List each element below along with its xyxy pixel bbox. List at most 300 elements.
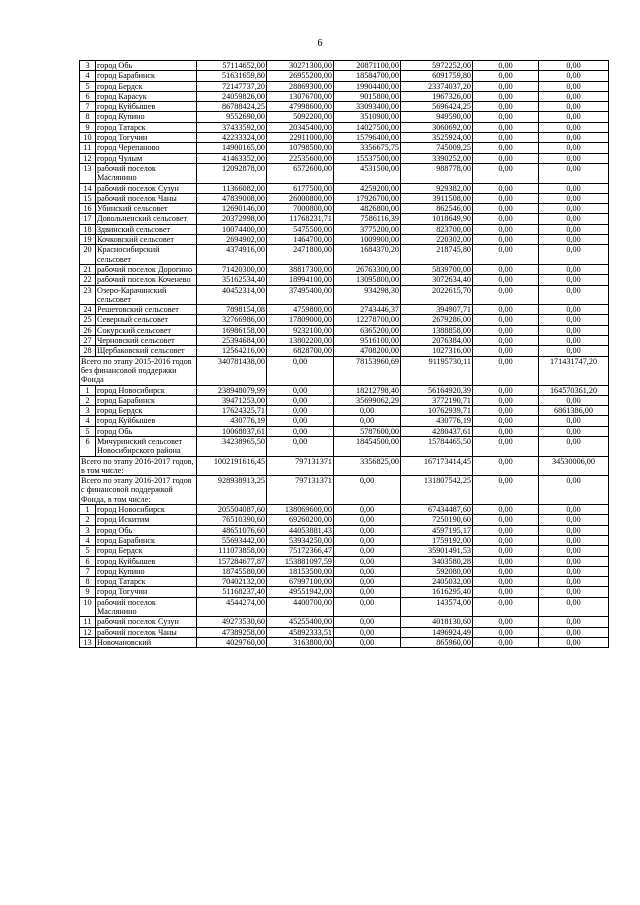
municipality-name-cell: город Тогучин xyxy=(96,133,197,143)
value-cell-col-3: 3510900,00 xyxy=(334,112,401,122)
value-cell-col-6: 0,00 xyxy=(539,436,609,456)
row-number-cell: 10 xyxy=(80,133,96,143)
table-row xyxy=(80,163,609,183)
value-cell-col-5: 0,00 xyxy=(473,505,539,515)
municipality-name-cell: город Обь xyxy=(96,426,197,436)
row-number-cell: 3 xyxy=(80,61,96,71)
value-cell-col-4: 143574,00 xyxy=(401,597,473,617)
value-cell-col-6: 0,00 xyxy=(539,597,609,617)
table-row xyxy=(80,406,609,416)
value-cell-col-2: 28869300,00 xyxy=(267,81,334,91)
value-cell-col-1: 157284677,87 xyxy=(197,556,267,566)
municipality-name-cell: город Татарск xyxy=(96,122,197,132)
value-cell-col-2: 49551942,00 xyxy=(267,587,334,597)
row-number-cell: 16 xyxy=(80,204,96,214)
value-cell-col-3: 15796400,00 xyxy=(334,133,401,143)
value-cell-col-6: 0,00 xyxy=(539,315,609,325)
value-cell-col-4: 3072634,40 xyxy=(401,275,473,285)
value-cell-col-2: 0,00 xyxy=(267,436,334,456)
value-cell-col-2: 30271300,00 xyxy=(267,61,334,71)
municipality-name-cell: Всего по этапу 2016-2017 годов, в том числе: xyxy=(80,456,197,476)
row-number-cell: 14 xyxy=(80,183,96,193)
row-number-cell: 10 xyxy=(80,597,96,617)
value-cell-col-1: 10074400,00 xyxy=(197,224,267,234)
value-cell-col-3: 33093400,00 xyxy=(334,102,401,112)
table-row xyxy=(80,153,609,163)
value-cell-col-4: 2076384,00 xyxy=(401,336,473,346)
value-cell-col-2: 0,00 xyxy=(267,416,334,426)
municipality-name-cell: город Тогучин xyxy=(96,587,197,597)
value-cell-col-4: 1616295,40 xyxy=(401,587,473,597)
value-cell-col-5: 0,00 xyxy=(473,275,539,285)
municipality-name-cell: город Новосибирск xyxy=(96,385,197,395)
table-row xyxy=(80,426,609,436)
value-cell-col-3: 17926700,00 xyxy=(334,193,401,203)
table-row xyxy=(80,143,609,153)
table-row xyxy=(80,336,609,346)
table-row xyxy=(80,214,609,224)
table-row xyxy=(80,556,609,566)
table-row xyxy=(80,81,609,91)
value-cell-col-3: 4708200,00 xyxy=(334,346,401,356)
value-cell-col-6: 0,00 xyxy=(539,285,609,305)
value-cell-col-1: 34238965,50 xyxy=(197,436,267,456)
value-cell-col-1: 48651076,60 xyxy=(197,525,267,535)
municipality-name-cell: Сокурский сельсовет xyxy=(96,325,197,335)
value-cell-col-5: 0,00 xyxy=(473,204,539,214)
value-cell-col-6: 0,00 xyxy=(539,637,609,647)
row-number-cell: 21 xyxy=(80,264,96,274)
value-cell-col-4: 7250190,60 xyxy=(401,515,473,525)
municipality-name-cell: рабочий поселок Сузун xyxy=(96,617,197,627)
value-cell-col-6: 0,00 xyxy=(539,535,609,545)
value-cell-col-5: 0,00 xyxy=(473,637,539,647)
value-cell-col-1: 86788424,25 xyxy=(197,102,267,112)
municipality-name-cell: Довольненский сельсовет xyxy=(96,214,197,224)
table-row xyxy=(80,577,609,587)
value-cell-col-3: 5787600,00 xyxy=(334,426,401,436)
row-number-cell: 8 xyxy=(80,112,96,122)
value-cell-col-1: 4544274,00 xyxy=(197,597,267,617)
value-cell-col-6: 0,00 xyxy=(539,163,609,183)
value-cell-col-4: 220302,00 xyxy=(401,235,473,245)
row-number-cell: 19 xyxy=(80,235,96,245)
value-cell-col-1: 24059826,00 xyxy=(197,91,267,101)
table-row xyxy=(80,505,609,515)
value-cell-col-3: 0,00 xyxy=(334,566,401,576)
value-cell-col-2: 18153500,00 xyxy=(267,566,334,576)
row-number-cell: 5 xyxy=(80,81,96,91)
value-cell-col-3: 3356675,75 xyxy=(334,143,401,153)
value-cell-col-5: 0,00 xyxy=(473,305,539,315)
value-cell-col-6: 0,00 xyxy=(539,566,609,576)
row-number-cell: 7 xyxy=(80,102,96,112)
value-cell-col-4: 56164920,39 xyxy=(401,385,473,395)
value-cell-col-3: 19904400,00 xyxy=(334,81,401,91)
value-cell-col-5: 0,00 xyxy=(473,91,539,101)
value-cell-col-6: 0,00 xyxy=(539,224,609,234)
municipality-name-cell: Мичуринский сельсовет Новосибирского района xyxy=(96,436,197,456)
row-number-cell: 4 xyxy=(80,416,96,426)
value-cell-col-1: 41463352,00 xyxy=(197,153,267,163)
value-cell-col-5: 0,00 xyxy=(473,395,539,405)
value-cell-col-4: 2679286,00 xyxy=(401,315,473,325)
row-number-cell: 6 xyxy=(80,436,96,456)
value-cell-col-1: 20372998,00 xyxy=(197,214,267,224)
municipality-name-cell: город Барабинск xyxy=(96,71,197,81)
table-row xyxy=(80,346,609,356)
municipality-name-cell: город Бердск xyxy=(96,546,197,556)
value-cell-col-6: 0,00 xyxy=(539,61,609,71)
value-cell-col-3: 7586116,39 xyxy=(334,214,401,224)
row-number-cell: 13 xyxy=(80,163,96,183)
value-cell-col-6: 0,00 xyxy=(539,112,609,122)
value-cell-col-3: 0,00 xyxy=(334,525,401,535)
value-cell-col-2: 0,00 xyxy=(267,356,334,385)
value-cell-col-3: 18454500,00 xyxy=(334,436,401,456)
value-cell-col-3: 934298,30 xyxy=(334,285,401,305)
value-cell-col-6: 0,00 xyxy=(539,193,609,203)
value-cell-col-5: 0,00 xyxy=(473,112,539,122)
table-row xyxy=(80,587,609,597)
value-cell-col-3: 1009900,00 xyxy=(334,235,401,245)
row-number-cell: 2 xyxy=(80,395,96,405)
value-cell-col-1: 17624325,71 xyxy=(197,406,267,416)
value-cell-col-4: 3403580,28 xyxy=(401,556,473,566)
table-row xyxy=(80,91,609,101)
value-cell-col-4: 5972252,00 xyxy=(401,61,473,71)
row-number-cell: 1 xyxy=(80,385,96,395)
value-cell-col-5: 0,00 xyxy=(473,346,539,356)
value-cell-col-2: 22535600,00 xyxy=(267,153,334,163)
value-cell-col-5: 0,00 xyxy=(473,535,539,545)
value-cell-col-3: 0,00 xyxy=(334,587,401,597)
value-cell-col-4: 3911508,00 xyxy=(401,193,473,203)
value-cell-col-4: 2022615,70 xyxy=(401,285,473,305)
value-cell-col-5: 0,00 xyxy=(473,416,539,426)
value-cell-col-2: 1464700,00 xyxy=(267,235,334,245)
value-cell-col-4: 4018130,60 xyxy=(401,617,473,627)
value-cell-col-4: 4280437,61 xyxy=(401,426,473,436)
municipality-name-cell: Озеро-Карачинский сельсовет xyxy=(96,285,197,305)
table-row xyxy=(80,235,609,245)
municipality-name-cell: город Новосибирск xyxy=(96,505,197,515)
value-cell-col-2: 138069600,00 xyxy=(267,505,334,515)
value-cell-col-1: 2694902,00 xyxy=(197,235,267,245)
value-cell-col-6: 0,00 xyxy=(539,245,609,265)
value-cell-col-4: 131807542,25 xyxy=(401,476,473,505)
value-cell-col-1: 72147737,20 xyxy=(197,81,267,91)
value-cell-col-1: 12564216,00 xyxy=(197,346,267,356)
value-cell-col-6: 0,00 xyxy=(539,305,609,315)
value-cell-col-4: 4597195,17 xyxy=(401,525,473,535)
value-cell-col-1: 49273530,60 xyxy=(197,617,267,627)
value-cell-col-1: 12092878,00 xyxy=(197,163,267,183)
municipality-name-cell: город Барабинск xyxy=(96,395,197,405)
municipality-name-cell: рабочий поселок Коченево xyxy=(96,275,197,285)
row-number-cell: 4 xyxy=(80,535,96,545)
municipality-name-cell: город Карасук xyxy=(96,91,197,101)
value-cell-col-4: 745009,25 xyxy=(401,143,473,153)
row-number-cell: 22 xyxy=(80,275,96,285)
value-cell-col-2: 5092200,00 xyxy=(267,112,334,122)
table-row xyxy=(80,416,609,426)
municipality-name-cell: город Обь xyxy=(96,61,197,71)
value-cell-col-5: 0,00 xyxy=(473,456,539,476)
value-cell-col-3: 0,00 xyxy=(334,577,401,587)
value-cell-col-5: 0,00 xyxy=(473,143,539,153)
municipality-name-cell: Убинский сельсовет xyxy=(96,204,197,214)
value-cell-col-5: 0,00 xyxy=(473,336,539,346)
value-cell-col-4: 15784465,50 xyxy=(401,436,473,456)
value-cell-col-1: 1002191616,45 xyxy=(197,456,267,476)
value-cell-col-2: 2471800,00 xyxy=(267,245,334,265)
table-row xyxy=(80,285,609,305)
municipality-name-cell: город Куйбышев xyxy=(96,102,197,112)
value-cell-col-2: 0,00 xyxy=(267,426,334,436)
value-cell-col-3: 0,00 xyxy=(334,627,401,637)
value-cell-col-4: 1759192,00 xyxy=(401,535,473,545)
value-cell-col-4: 67434487,60 xyxy=(401,505,473,515)
table-row xyxy=(80,525,609,535)
value-cell-col-4: 1388858,00 xyxy=(401,325,473,335)
table-row xyxy=(80,456,609,476)
value-cell-col-6: 0,00 xyxy=(539,81,609,91)
value-cell-col-2: 47998600,00 xyxy=(267,102,334,112)
value-cell-col-5: 0,00 xyxy=(473,406,539,416)
row-number-cell: 6 xyxy=(80,91,96,101)
value-cell-col-5: 0,00 xyxy=(473,587,539,597)
row-number-cell: 13 xyxy=(80,637,96,647)
value-cell-col-1: 18745580,00 xyxy=(197,566,267,576)
value-cell-col-6: 0,00 xyxy=(539,515,609,525)
value-cell-col-3: 2743446,37 xyxy=(334,305,401,315)
row-number-cell: 11 xyxy=(80,617,96,627)
value-cell-col-5: 0,00 xyxy=(473,61,539,71)
value-cell-col-6: 6861386,00 xyxy=(539,406,609,416)
value-cell-col-2: 153881097,59 xyxy=(267,556,334,566)
value-cell-col-3: 9015800,00 xyxy=(334,91,401,101)
value-cell-col-6: 0,00 xyxy=(539,275,609,285)
municipality-name-cell: город Бердск xyxy=(96,406,197,416)
value-cell-col-2: 0,00 xyxy=(267,406,334,416)
value-cell-col-1: 39471253,00 xyxy=(197,395,267,405)
value-cell-col-6: 0,00 xyxy=(539,416,609,426)
table-row xyxy=(80,627,609,637)
value-cell-col-6: 0,00 xyxy=(539,525,609,535)
value-cell-col-1: 32766986,00 xyxy=(197,315,267,325)
value-cell-col-4: 1496924,49 xyxy=(401,627,473,637)
value-cell-col-3: 18584700,00 xyxy=(334,71,401,81)
row-number-cell: 11 xyxy=(80,143,96,153)
value-cell-col-1: 37433592,00 xyxy=(197,122,267,132)
value-cell-col-3: 4826800,00 xyxy=(334,204,401,214)
value-cell-col-4: 5696424,25 xyxy=(401,102,473,112)
value-cell-col-4: 988778,00 xyxy=(401,163,473,183)
table-row xyxy=(80,245,609,265)
table-row xyxy=(80,224,609,234)
municipality-name-cell: Черновский сельсовет xyxy=(96,336,197,346)
value-cell-col-4: 949590,00 xyxy=(401,112,473,122)
value-cell-col-2: 38817300,00 xyxy=(267,264,334,274)
value-cell-col-4: 3772190,71 xyxy=(401,395,473,405)
municipality-name-cell: город Искитим xyxy=(96,515,197,525)
funding-table xyxy=(79,60,609,648)
value-cell-col-2: 797131371 xyxy=(267,476,334,505)
value-cell-col-4: 1027316,00 xyxy=(401,346,473,356)
value-cell-col-4: 1018649,90 xyxy=(401,214,473,224)
value-cell-col-3: 0,00 xyxy=(334,416,401,426)
row-number-cell: 2 xyxy=(80,515,96,525)
value-cell-col-2: 53934250,00 xyxy=(267,535,334,545)
value-cell-col-4: 6091759,80 xyxy=(401,71,473,81)
row-number-cell: 28 xyxy=(80,346,96,356)
value-cell-col-2: 22911000,00 xyxy=(267,133,334,143)
value-cell-col-5: 0,00 xyxy=(473,356,539,385)
municipality-name-cell: рабочий поселок Чаны xyxy=(96,193,197,203)
table-row xyxy=(80,476,609,505)
value-cell-col-2: 6828700,00 xyxy=(267,346,334,356)
value-cell-col-2: 13076700,00 xyxy=(267,91,334,101)
value-cell-col-6: 0,00 xyxy=(539,91,609,101)
table-row xyxy=(80,637,609,647)
table-row xyxy=(80,193,609,203)
value-cell-col-1: 928938913,25 xyxy=(197,476,267,505)
value-cell-col-5: 0,00 xyxy=(473,577,539,587)
value-cell-col-6: 0,00 xyxy=(539,264,609,274)
value-cell-col-1: 25394684,00 xyxy=(197,336,267,346)
table-row xyxy=(80,395,609,405)
value-cell-col-6: 0,00 xyxy=(539,395,609,405)
row-number-cell: 1 xyxy=(80,505,96,515)
value-cell-col-4: 5839700,00 xyxy=(401,264,473,274)
value-cell-col-1: 4374916,00 xyxy=(197,245,267,265)
value-cell-col-3: 18212798,40 xyxy=(334,385,401,395)
value-cell-col-6: 0,00 xyxy=(539,204,609,214)
value-cell-col-4: 91195730,11 xyxy=(401,356,473,385)
row-number-cell: 12 xyxy=(80,153,96,163)
value-cell-col-3: 6365200,00 xyxy=(334,325,401,335)
value-cell-col-5: 0,00 xyxy=(473,627,539,637)
value-cell-col-3: 3356825,00 xyxy=(334,456,401,476)
value-cell-col-3: 0,00 xyxy=(334,617,401,627)
municipality-name-cell: город Куйбышев xyxy=(96,416,197,426)
value-cell-col-3: 9516100,00 xyxy=(334,336,401,346)
row-number-cell: 8 xyxy=(80,577,96,587)
value-cell-col-4: 1967326,00 xyxy=(401,91,473,101)
value-cell-col-5: 0,00 xyxy=(473,385,539,395)
value-cell-col-2: 0,00 xyxy=(267,385,334,395)
value-cell-col-2: 67997100,00 xyxy=(267,577,334,587)
table-row xyxy=(80,315,609,325)
row-number-cell: 5 xyxy=(80,546,96,556)
value-cell-col-6: 0,00 xyxy=(539,556,609,566)
value-cell-col-1: 16986158,00 xyxy=(197,325,267,335)
value-cell-col-2: 45255400,00 xyxy=(267,617,334,627)
value-cell-col-2: 0,00 xyxy=(267,395,334,405)
value-cell-col-2: 44053881,43 xyxy=(267,525,334,535)
table-row xyxy=(80,436,609,456)
value-cell-col-3: 4259200,00 xyxy=(334,183,401,193)
table-row xyxy=(80,356,609,385)
value-cell-col-5: 0,00 xyxy=(473,264,539,274)
value-cell-col-3: 13095800,00 xyxy=(334,275,401,285)
value-cell-col-2: 3163800,00 xyxy=(267,637,334,647)
value-cell-col-5: 0,00 xyxy=(473,133,539,143)
value-cell-col-6: 0,00 xyxy=(539,143,609,153)
value-cell-col-2: 11768231,71 xyxy=(267,214,334,224)
table-row xyxy=(80,112,609,122)
value-cell-col-3: 3775200,00 xyxy=(334,224,401,234)
value-cell-col-4: 394907,71 xyxy=(401,305,473,315)
row-number-cell: 9 xyxy=(80,122,96,132)
table-row xyxy=(80,546,609,556)
value-cell-col-5: 0,00 xyxy=(473,617,539,627)
municipality-name-cell: город Купино xyxy=(96,112,197,122)
table-row xyxy=(80,264,609,274)
municipality-name-cell: город Черепаново xyxy=(96,143,197,153)
table-row xyxy=(80,133,609,143)
value-cell-col-5: 0,00 xyxy=(473,122,539,132)
value-cell-col-2: 797131371 xyxy=(267,456,334,476)
municipality-name-cell: Красносибирский сельсовет xyxy=(96,245,197,265)
value-cell-col-2: 69260200,00 xyxy=(267,515,334,525)
value-cell-col-3: 0,00 xyxy=(334,515,401,525)
value-cell-col-4: 3060692,00 xyxy=(401,122,473,132)
municipality-name-cell: рабочий поселок Маслянино xyxy=(96,163,197,183)
value-cell-col-1: 7898154,08 xyxy=(197,305,267,315)
value-cell-col-2: 5475500,00 xyxy=(267,224,334,234)
row-number-cell: 26 xyxy=(80,325,96,335)
value-cell-col-1: 42233324,00 xyxy=(197,133,267,143)
value-cell-col-6: 164570361,20 xyxy=(539,385,609,395)
municipality-name-cell: Всего по этапу 2016-2017 годов с финансовой поддержкой Фонда, в том числе: xyxy=(80,476,197,505)
row-number-cell: 6 xyxy=(80,556,96,566)
value-cell-col-2: 37495400,00 xyxy=(267,285,334,305)
value-cell-col-3: 0,00 xyxy=(334,556,401,566)
value-cell-col-6: 0,00 xyxy=(539,546,609,556)
value-cell-col-1: 430776,19 xyxy=(197,416,267,426)
value-cell-col-6: 0,00 xyxy=(539,587,609,597)
value-cell-col-5: 0,00 xyxy=(473,515,539,525)
value-cell-col-2: 4400700,00 xyxy=(267,597,334,617)
value-cell-col-1: 35162534,40 xyxy=(197,275,267,285)
value-cell-col-4: 592080,00 xyxy=(401,566,473,576)
row-number-cell: 24 xyxy=(80,305,96,315)
table-row xyxy=(80,275,609,285)
table-row xyxy=(80,183,609,193)
value-cell-col-1: 76510390,60 xyxy=(197,515,267,525)
value-cell-col-3: 20871100,00 xyxy=(334,61,401,71)
municipality-name-cell: Щербаковский сельсовет xyxy=(96,346,197,356)
municipality-name-cell: Всего по этапу 2015-2016 годов без финансовой поддержки Фонда xyxy=(80,356,197,385)
value-cell-col-6: 0,00 xyxy=(539,346,609,356)
value-cell-col-3: 35699062,29 xyxy=(334,395,401,405)
value-cell-col-6: 0,00 xyxy=(539,235,609,245)
value-cell-col-4: 2405032,00 xyxy=(401,577,473,587)
value-cell-col-6: 34530006,00 xyxy=(539,456,609,476)
municipality-name-cell: рабочий поселок Чаны xyxy=(96,627,197,637)
table-row xyxy=(80,102,609,112)
value-cell-col-4: 35901491,53 xyxy=(401,546,473,556)
value-cell-col-5: 0,00 xyxy=(473,325,539,335)
value-cell-col-1: 47389258,00 xyxy=(197,627,267,637)
row-number-cell: 15 xyxy=(80,193,96,203)
municipality-name-cell: Новочановский xyxy=(96,637,197,647)
value-cell-col-2: 6177500,00 xyxy=(267,183,334,193)
value-cell-col-6: 0,00 xyxy=(539,476,609,505)
value-cell-col-3: 78153960,69 xyxy=(334,356,401,385)
